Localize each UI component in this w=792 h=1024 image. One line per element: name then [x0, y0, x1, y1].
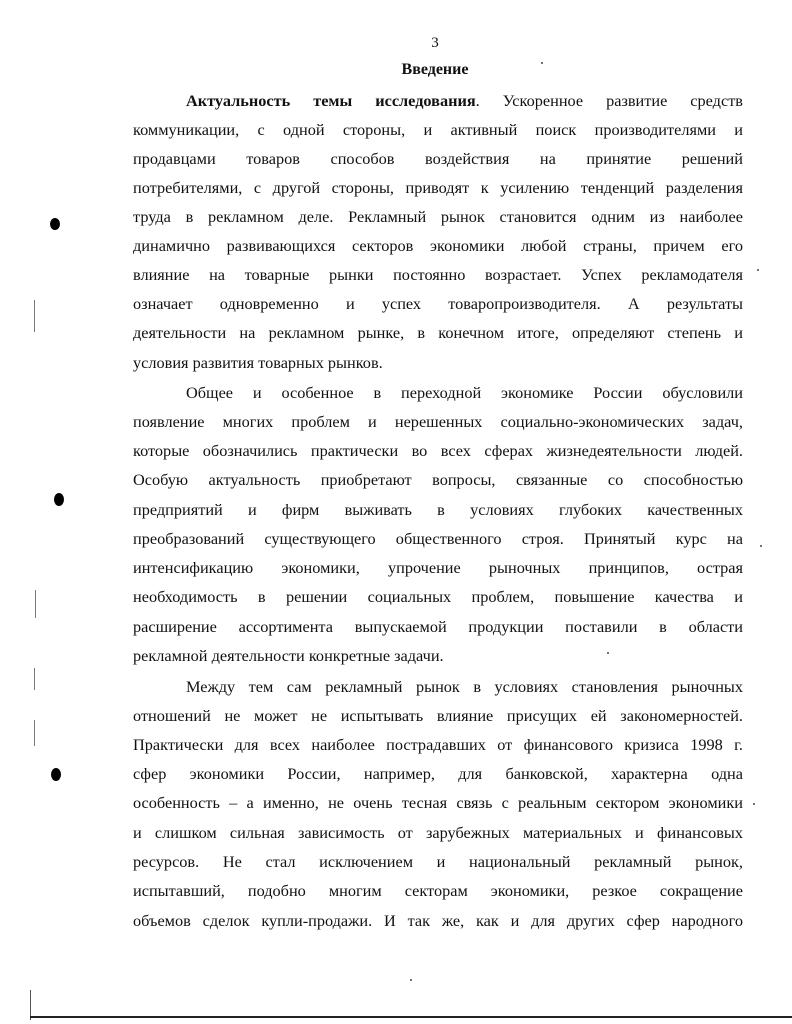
scan-speck-6 [410, 979, 412, 981]
page-number: 3 [431, 35, 439, 51]
scan-speck-3 [760, 545, 762, 547]
paragraph-3-line-1: Между тем сам рекламный рынок в условиях становления рыночных [186, 677, 743, 696]
paragraph-3-line-5: особенность – а именно, не очень тесная связь с реальным сектором экономики [133, 793, 743, 812]
paragraph-3-line-2: отношений не может не испытывать влияние присущих ей закономерностей. [133, 706, 743, 725]
paragraph-2-line-10: рекламной деятельности конкретные задачи. [133, 646, 444, 665]
paragraph-2-line-1: Общее и особенное в переходной экономике России обусловили [186, 383, 743, 402]
scan-edge-line-1 [34, 300, 35, 332]
scan-bottom-border [30, 1016, 792, 1018]
paragraph-2-line-3: которые обозначились практически во всех сферах жизнедеятельности людей. [133, 441, 743, 460]
scan-edge-line-3 [34, 668, 35, 690]
paragraph-2-line-6: преобразований существующего общественного строя. Принятый курс на [133, 529, 743, 548]
paragraph-1-line-3: продавцами товаров способов воздействия на принятие решений [133, 149, 743, 168]
paragraph-3-line-3: Практически для всех наиболее пострадавших от финансового кризиса 1998 г. [133, 735, 743, 754]
paragraph-3-line-7: ресурсов. Не стал исключением и национальный рекламный рынок, [133, 852, 743, 871]
scan-speck-4 [607, 652, 609, 654]
paragraph-1-line-8: означает одновременно и успех товаропроизводителя. А результаты [133, 294, 743, 313]
paragraph-2-line-2: появление многих проблем и нерешенных социально-экономических задач, [133, 412, 743, 431]
scan-speck-1 [541, 62, 543, 64]
paragraph-1-lead-bold: Актуальность темы исследования [186, 91, 476, 110]
punch-hole-mark-2 [54, 493, 64, 506]
scan-speck-5 [753, 803, 755, 805]
paragraph-1-line-6: динамично развивающихся секторов экономики любой страны, причем его [133, 236, 743, 255]
paragraph-1-line-10: условия развития товарных рынков. [133, 353, 383, 372]
paragraph-3-line-6: и слишком сильная зависимость от зарубежных материальных и финансовых [133, 823, 743, 842]
paragraph-3-line-9: объемов сделок купли-продажи. И так же, как и для других сфер народного [133, 911, 743, 930]
punch-hole-mark-1 [50, 218, 60, 230]
paragraph-2-line-5: предприятий и фирм выживать в условиях глубоких качественных [133, 500, 743, 519]
paragraph-2-line-9: расширение ассортимента выпускаемой продукции поставили в области [133, 617, 743, 636]
scan-speck-2 [757, 269, 759, 271]
paragraph-2-line-8: необходимость в решении социальных проблем, повышение качества и [133, 587, 743, 606]
paragraph-2-line-7: интенсификацию экономики, упрочение рыночных принципов, острая [133, 558, 743, 577]
paragraph-2-line-4: Особую актуальность приобретают вопросы, связанные со способностью [133, 470, 743, 489]
paragraph-1-lead-rest: . Ускоренное развитие средств [475, 91, 743, 110]
paragraph-1-line-1 [186, 88, 743, 114]
section-heading: Введение [401, 61, 469, 78]
paragraph-3-line-4: сфер экономики России, например, для банковской, характерна одна [133, 764, 743, 783]
paragraph-1-line-2: коммуникации, с одной стороны, и активный поиск производителями и [133, 120, 743, 139]
scan-edge-line-4 [34, 720, 35, 746]
paragraph-1-line-4: потребителями, с другой стороны, приводят к усилению тенденций разделения [133, 178, 743, 197]
paragraph-1-line-9: деятельности на рекламном рынке, в конечном итоге, определяют степень и [133, 323, 743, 342]
paragraph-1-line-7: влияние на товарные рынки постоянно возрастает. Успех рекламодателя [133, 265, 743, 284]
paragraph-1-line-5: труда в рекламном деле. Рекламный рынок становится одним из наиболее [133, 207, 743, 226]
scan-edge-line-2 [35, 590, 36, 618]
punch-hole-mark-3 [51, 768, 61, 781]
paragraph-3-line-8: испытавший, подобно многим секторам экономики, резкое сокращение [133, 881, 743, 900]
